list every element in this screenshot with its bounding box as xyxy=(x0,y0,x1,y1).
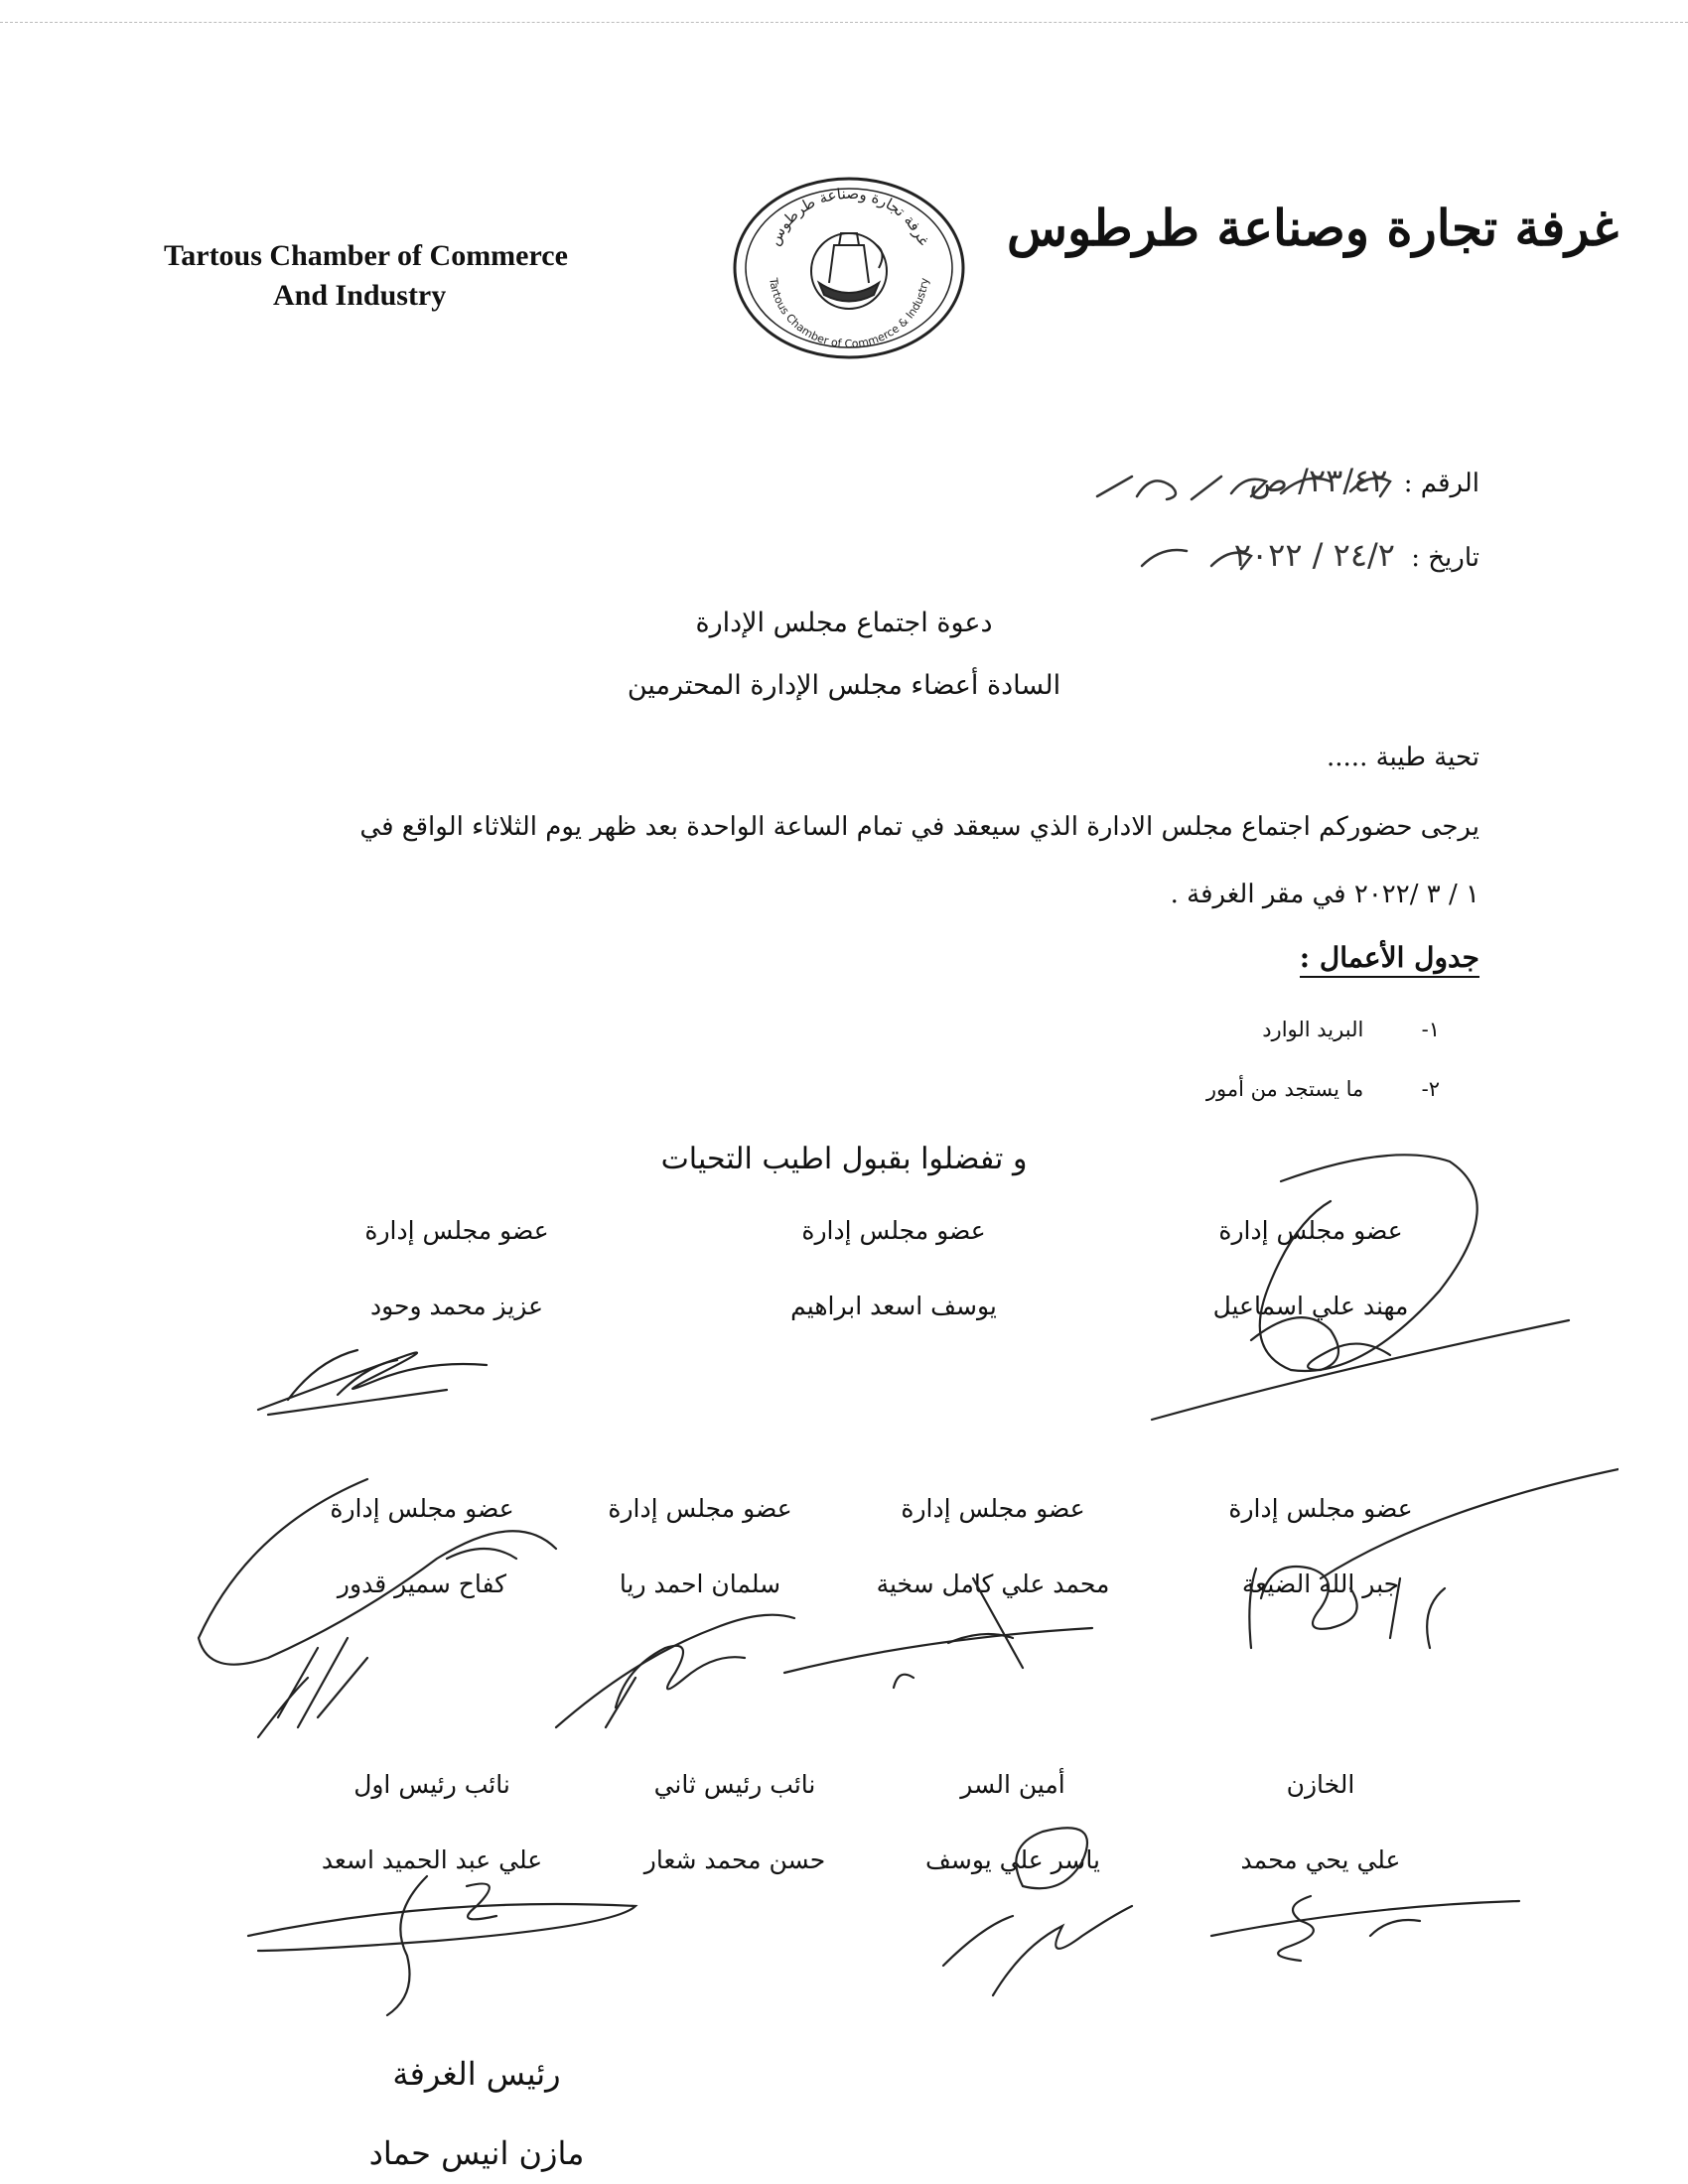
signatory-name: يوسف اسعد ابراهيم xyxy=(790,1292,997,1320)
signatory-block xyxy=(1172,1770,1470,1874)
document-title: دعوة اجتماع مجلس الإدارة xyxy=(695,608,993,638)
signatory-name: علي عبد الحميد اسعد xyxy=(321,1845,543,1874)
signatory-name: جبر الله الضيعة xyxy=(1241,1570,1400,1598)
handwritten-signature xyxy=(248,1320,506,1430)
body-line-2: ١ / ٣ /٢٠٢٢ في مقر الغرفة . xyxy=(1170,880,1479,909)
agenda-item-text: البريد الوارد xyxy=(1262,1018,1364,1041)
signatory-block xyxy=(596,1770,874,1874)
signatory-role: عضو مجلس إدارة xyxy=(1218,1216,1403,1245)
reference-number-value: ٢٣/٤٢/ ص xyxy=(1249,462,1388,499)
signatory-block xyxy=(576,1494,824,1598)
org-name-arabic: غرفة تجارة وصناعة طرطوس xyxy=(1006,199,1618,257)
signatory-block xyxy=(844,1494,1142,1598)
signatory-block xyxy=(298,1494,546,1598)
signatory-role: عضو مجلس إدارة xyxy=(901,1494,1085,1523)
signatory-role: عضو مجلس إدارة xyxy=(330,1494,514,1523)
signatory-role: عضو مجلس إدارة xyxy=(608,1494,792,1523)
signatory-block xyxy=(298,1216,616,1320)
document-date-label: تاريخ : xyxy=(1411,543,1479,573)
org-name-english-line1: Tartous Chamber of Commerce xyxy=(164,239,568,272)
president-role: رئيس الغرفة xyxy=(392,2055,561,2093)
signatory-role: نائب رئيس ثاني xyxy=(653,1770,816,1799)
signatory-block xyxy=(735,1216,1053,1320)
document-date-value: ٢٤/٢ / ٢٠٢٢ xyxy=(1233,536,1395,574)
reference-number xyxy=(1249,462,1479,499)
reference-number-label: الرقم : xyxy=(1403,469,1479,498)
signatory-role: عضو مجلس إدارة xyxy=(1228,1494,1413,1523)
chamber-seal-logo xyxy=(730,174,968,362)
signatory-role: عضو مجلس إدارة xyxy=(364,1216,549,1245)
scan-edge-line xyxy=(0,22,1688,23)
president-name: مازن انيس حماد xyxy=(368,2134,585,2172)
signatory-name: محمد علي كامل سخية xyxy=(876,1570,1110,1598)
signatory-block xyxy=(1172,1494,1470,1598)
agenda-item xyxy=(1206,1077,1440,1101)
signatory-block xyxy=(288,1770,576,1874)
handwritten-signature xyxy=(238,1856,655,2025)
handwritten-signature xyxy=(546,1578,804,1737)
signatory-name: سلمان احمد ريا xyxy=(619,1570,781,1598)
signatory-role: أمين السر xyxy=(960,1770,1065,1799)
agenda-title: جدول الأعمال : xyxy=(1300,941,1479,978)
signatory-block xyxy=(1152,1216,1470,1320)
signatory-name: ياسر علي يوسف xyxy=(925,1845,1100,1874)
signatory-name: مهند علي اسماعيل xyxy=(1212,1292,1409,1320)
closing-line: و تفضلوا بقبول اطيب التحيات xyxy=(660,1142,1028,1176)
signatory-role: الخازن xyxy=(1286,1770,1355,1799)
org-name-english xyxy=(164,236,568,316)
agenda-item-text: ما يستجد من أمور xyxy=(1205,1077,1364,1101)
signatory-role: عضو مجلس إدارة xyxy=(801,1216,986,1245)
body-line-1: يرجى حضوركم اجتماع مجلس الادارة الذي سيعقد في تمام الساعة الواحدة بعد ظهر يوم الثلاثاء الواقع في xyxy=(359,812,1479,842)
agenda-item-number: ١- xyxy=(1421,1018,1440,1041)
signatory-name: عزيز محمد وحود xyxy=(369,1292,544,1320)
agenda-item-number: ٢- xyxy=(1421,1077,1440,1101)
signatory-block xyxy=(874,1770,1152,1874)
signatory-name: كفاح سمير قدور xyxy=(337,1570,507,1598)
signatory-role: نائب رئيس اول xyxy=(353,1770,510,1799)
greeting: تحية طيبة ..... xyxy=(1327,743,1479,772)
signatory-name: علي يحي محمد xyxy=(1240,1845,1401,1874)
document-date xyxy=(1234,536,1479,574)
agenda-item xyxy=(1262,1018,1440,1041)
addressee: السادة أعضاء مجلس الإدارة المحترمين xyxy=(627,670,1061,701)
signatory-name: حسن محمد شعار xyxy=(643,1845,826,1874)
svg-text:Tartous Chamber of Commerce &: Tartous Chamber of Commerce & Industry xyxy=(767,277,931,351)
org-name-english-line2: And Industry xyxy=(273,279,447,312)
svg-text:غرفة تجارة وصناعة طرطوس: غرفة تجارة وصناعة طرطوس xyxy=(765,184,933,249)
